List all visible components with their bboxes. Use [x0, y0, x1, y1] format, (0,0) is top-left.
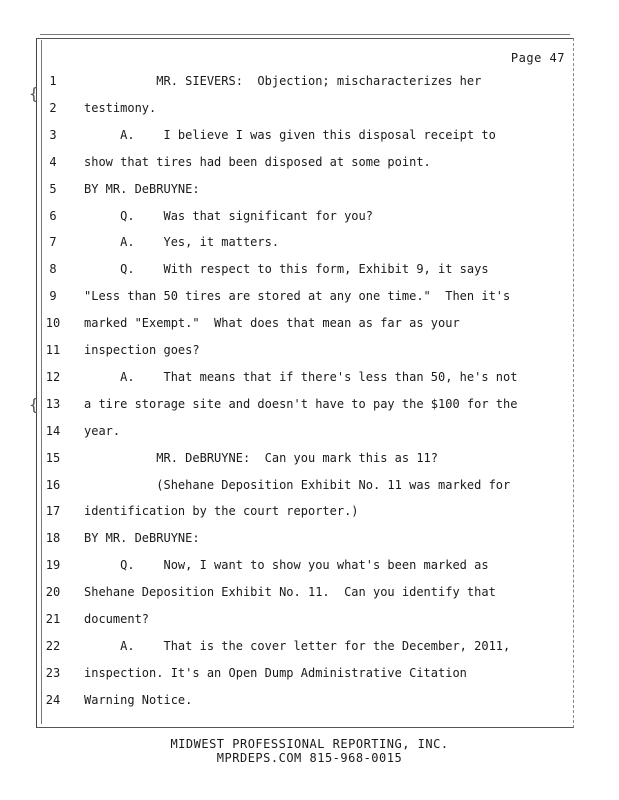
transcript-line: [0, 503, 619, 519]
line-number: 1: [49, 74, 57, 88]
transcript-line: [0, 261, 619, 277]
transcript-line: [0, 638, 619, 654]
transcript-line: [0, 288, 619, 304]
line-text: Q. With respect to this form, Exhibit 9, it says: [84, 262, 489, 277]
margin-bracket-mark: {: [29, 395, 39, 414]
transcript-line: [0, 208, 619, 224]
line-number: 5: [49, 181, 57, 196]
line-number: 6: [49, 208, 57, 223]
line-text: Warning Notice.: [84, 692, 193, 707]
line-number: 18: [45, 531, 61, 546]
transcript-line: [0, 692, 619, 708]
transcript-line: [0, 181, 619, 197]
line-text: A. I believe I was given this disposal receipt to: [84, 127, 496, 142]
line-number: 9: [49, 289, 57, 304]
line-number: 10: [45, 316, 61, 331]
transcript-line: [0, 530, 619, 546]
line-text: marked "Exempt." What does that mean as far as your: [84, 316, 460, 331]
line-text: Q. Was that significant for you?: [84, 208, 373, 223]
line-text: inspection. It's an Open Dump Administrative Citation: [84, 665, 467, 680]
line-number: 24: [45, 692, 61, 707]
transcript-line: [0, 611, 619, 627]
line-number: 22: [45, 638, 61, 653]
line-number: 11: [45, 343, 61, 357]
transcript-line: [0, 127, 619, 143]
top-rule: [40, 34, 570, 35]
transcript-line: [0, 665, 619, 681]
line-text: show that tires had been disposed at some point.: [84, 154, 431, 169]
page-number: Page 47: [510, 51, 565, 65]
transcript-line: [0, 557, 619, 573]
line-text: inspection goes?: [84, 343, 200, 357]
line-number: 14: [45, 423, 61, 438]
line-number: 12: [45, 369, 61, 384]
line-number: 21: [45, 612, 61, 626]
footer-company: MIDWEST PROFESSIONAL REPORTING, INC.: [170, 737, 449, 751]
line-text: "Less than 50 tires are stored at any one time." Then it's: [84, 289, 511, 304]
line-text: testimony.: [84, 100, 157, 115]
transcript-line: [0, 100, 619, 116]
transcript-line: [0, 342, 619, 358]
transcript-line: [0, 423, 619, 439]
line-text: A. That is the cover letter for the December, 2011,: [84, 638, 511, 653]
line-number: 7: [49, 235, 57, 250]
line-text: MR. SIEVERS: Objection; mischaracterizes her: [84, 74, 482, 88]
line-number: 15: [45, 450, 61, 465]
line-text: Q. Now, I want to show you what's been marked as: [84, 558, 489, 573]
line-text: MR. DeBRUYNE: Can you mark this as 11?: [84, 450, 439, 465]
line-text: year.: [84, 423, 121, 438]
line-number: 2: [49, 100, 57, 115]
margin-bracket-mark: {: [29, 84, 39, 103]
line-number: 3: [49, 127, 57, 142]
line-number: 16: [45, 477, 61, 492]
line-text: identification by the court reporter.): [84, 504, 359, 519]
line-number: 19: [45, 558, 61, 573]
line-text: Shehane Deposition Exhibit No. 11. Can you identify that: [84, 585, 496, 600]
line-text: A. That means that if there's less than 50, he's not: [84, 369, 518, 384]
line-text: a tire storage site and doesn't have to pay the $100 for the: [84, 396, 518, 411]
transcript-line: [0, 369, 619, 385]
transcript-line: [0, 234, 619, 250]
line-number: 8: [49, 262, 57, 277]
footer-contact: MPRDEPS.COM 815-968-0015: [216, 751, 403, 765]
line-text: document?: [84, 612, 150, 626]
line-number: 20: [45, 585, 61, 600]
line-text: BY MR. DeBRUYNE:: [84, 181, 200, 196]
transcript-line: [0, 450, 619, 466]
transcript-line: [0, 73, 619, 89]
transcript-line: [0, 154, 619, 170]
transcript-line: [0, 584, 619, 600]
line-text: A. Yes, it matters.: [84, 235, 280, 250]
line-number: 17: [45, 504, 61, 519]
line-number: 13: [45, 396, 61, 411]
line-text: BY MR. DeBRUYNE:: [84, 531, 200, 546]
transcript-line: [0, 315, 619, 331]
transcript-line: [0, 477, 619, 493]
line-number: 4: [49, 154, 57, 169]
transcript-line: [0, 396, 619, 412]
line-text: (Shehane Deposition Exhibit No. 11 was marked for: [84, 477, 511, 492]
line-number: 23: [45, 665, 61, 680]
